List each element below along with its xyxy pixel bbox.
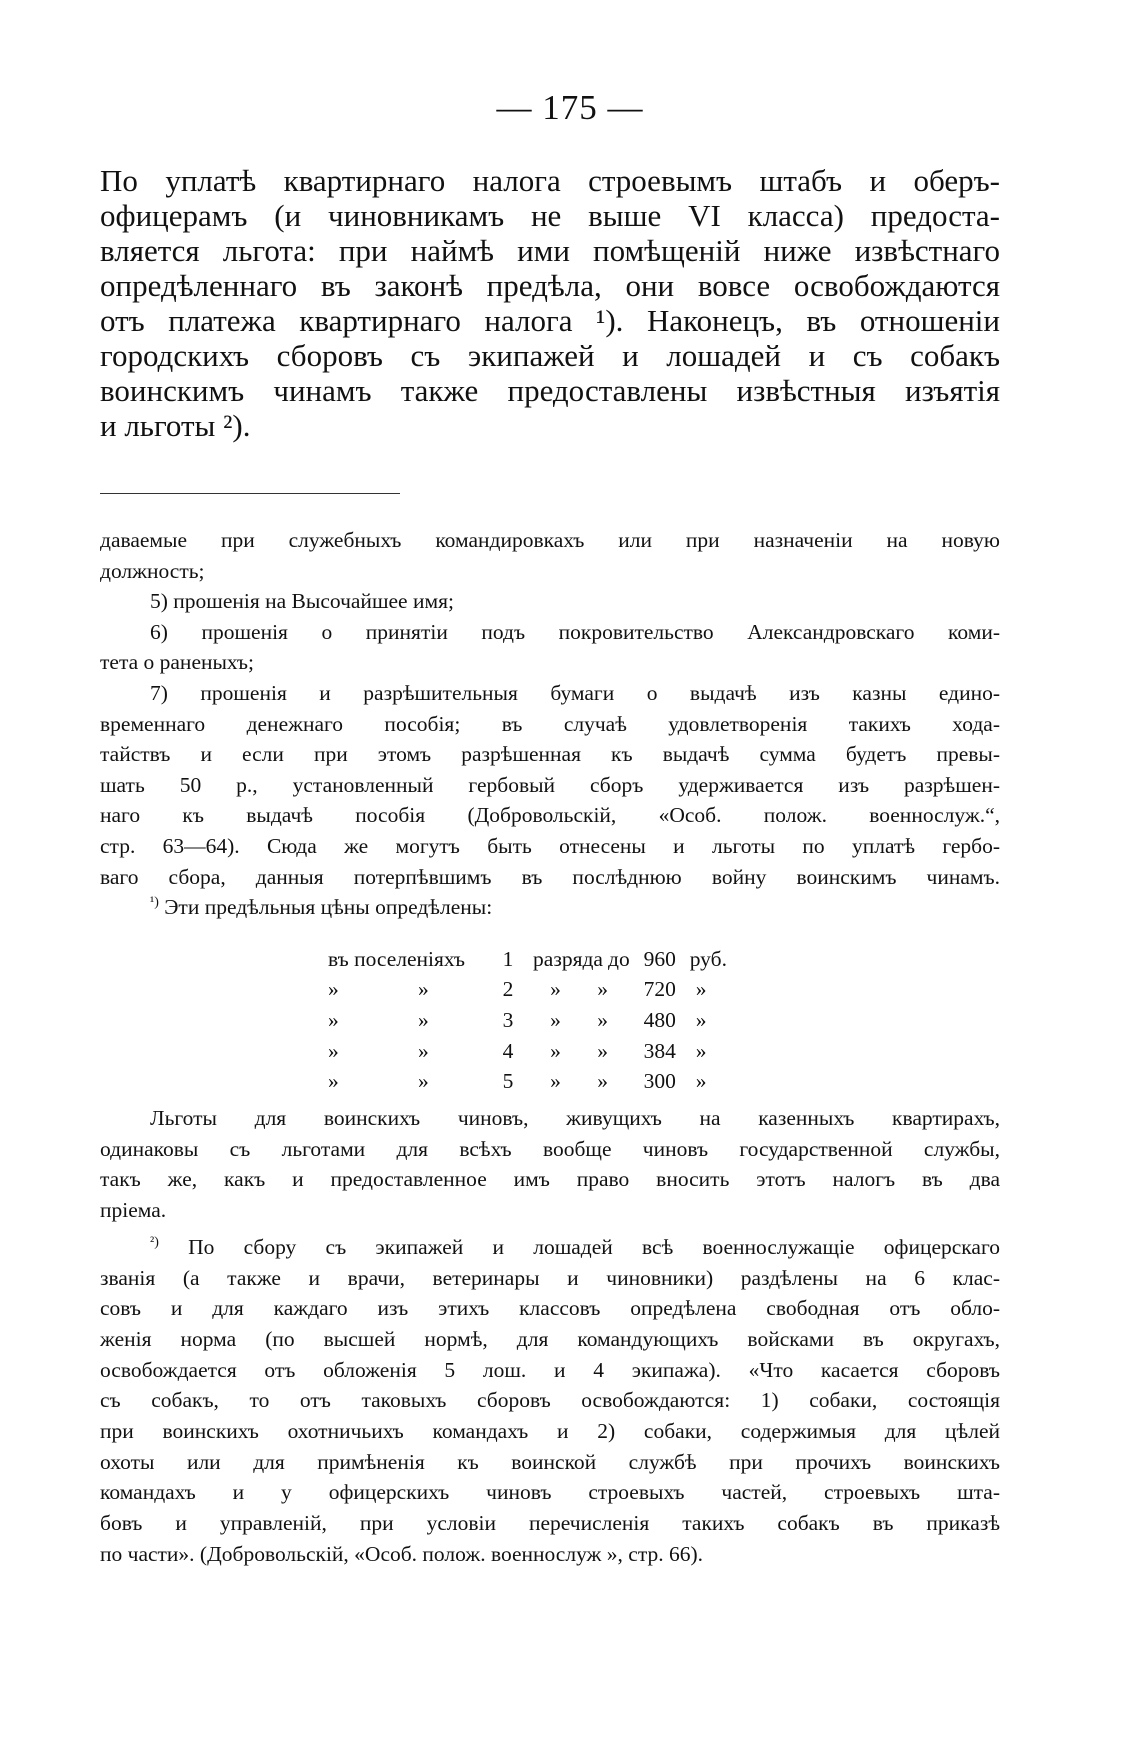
note-line: званія (а также и врачи, ветеринары и чиновники) раздѣлены на 6 клас-	[100, 1265, 1000, 1290]
note-line: ваго сбора, данныя потерпѣвшимъ въ послѣднюю войну воинскимъ чинамъ.	[100, 864, 1000, 889]
table-cell: 4	[502, 1038, 514, 1063]
table-cell: 720	[643, 977, 676, 1002]
main-line: отъ платежа квартирнаго налога ¹). Наконецъ, въ отношеніи	[100, 303, 1000, 338]
note-line: совъ и для каждаго изъ этихъ классовъ опредѣлена свободная отъ обло-	[100, 1296, 1000, 1321]
table-cell: »	[418, 1007, 429, 1032]
table-cell: »	[597, 977, 608, 1002]
table-cell: »	[328, 1007, 339, 1032]
note-line: при воинскихъ охотничьихъ командахъ и 2) собаки, содержимыя для цѣлей	[100, 1419, 1000, 1444]
main-line: По уплатѣ квартирнаго налога строевымъ штабъ и оберъ-	[100, 163, 1000, 198]
footnote-2-mark: ²)	[150, 1234, 159, 1250]
note-line: шать 50 р., установленный гербовый сборъ удерживается изъ разрѣшен-	[100, 772, 1000, 797]
table-row	[328, 1066, 778, 1097]
table-cell: »	[328, 977, 339, 1002]
table-cell: 3	[502, 1007, 514, 1032]
note-line: охоты или для примѣненія къ воинской службѣ при прочихъ воинскихъ	[100, 1449, 1000, 1474]
table-cell: 2	[502, 977, 514, 1002]
note-line: такъ же, какъ и предоставленное имъ право вносить этотъ налогъ въ два	[100, 1167, 1000, 1192]
note-line: 7) прошенія и разрѣшительныя бумаги о выдачѣ изъ казны едино-	[150, 680, 1000, 705]
table-cell: »	[550, 1038, 561, 1063]
note-line: одинаковы съ льготами для всѣхъ вообще чиновъ государственной службы,	[100, 1136, 1000, 1161]
table-cell: »	[550, 977, 561, 1002]
table-cell: »	[597, 1069, 608, 1094]
note-line: наго къ выдачѣ пособія (Добровольскій, «Особ. полож. военнослуж.“,	[100, 803, 1000, 828]
table-cell: »	[550, 1007, 561, 1032]
table-cell: 300	[643, 1069, 676, 1094]
table-row	[328, 1036, 778, 1067]
table-cell: руб.	[689, 946, 727, 971]
table-cell: 960	[643, 946, 676, 971]
note-line: 5) прошенія на Высочайшее имя;	[150, 589, 454, 614]
main-line: городскихъ сборовъ съ экипажей и лошадей и съ собакъ	[100, 338, 1000, 373]
note-line: тайствъ и если при этомъ разрѣшенная къ выдачѣ сумма будетъ превы-	[100, 742, 1000, 767]
main-line: опредѣленнаго въ законѣ предѣла, они вовсе освобождаются	[100, 268, 1000, 303]
table-cell: »	[695, 1069, 707, 1094]
price-limit-table	[328, 944, 778, 1097]
note-line: временнаго денежнаго пособія; въ случаѣ удовлетворенія такихъ хода-	[100, 711, 1000, 736]
table-cell: »	[550, 1069, 561, 1094]
table-cell: 1	[502, 946, 514, 971]
table-cell: »	[328, 1069, 339, 1094]
footnote-2	[100, 1232, 1000, 1263]
table-cell: »	[418, 1069, 429, 1094]
footnotes-bottom	[100, 1103, 1000, 1570]
note-line: бовъ и управленій, при условіи перечисленія такихъ собакъ въ приказѣ	[100, 1511, 1000, 1536]
table-cell: въ поселеніяхъ	[328, 946, 465, 971]
main-line: и льготы ²).	[100, 408, 251, 443]
table-cell	[608, 1005, 630, 1036]
table-cell: »	[597, 1038, 608, 1063]
table-cell: »	[695, 1038, 707, 1063]
note-line: пріема.	[100, 1198, 167, 1223]
note-line: должность;	[100, 558, 205, 583]
table-cell: 5	[502, 1069, 514, 1094]
main-line: офицерамъ (и чиновникамъ не выше VI класса) предоста-	[100, 198, 1000, 233]
footnote-1-mark: ¹)	[150, 894, 159, 910]
note-line: стр. 63—64). Сюда же могутъ быть отнесены и льготы по уплатѣ гербо-	[100, 833, 1000, 858]
table-row	[328, 1005, 778, 1036]
note-line: женія норма (по высшей нормѣ, для командующихъ войсками въ округахъ,	[100, 1326, 1000, 1351]
main-paragraph	[100, 163, 1000, 443]
table-cell: »	[695, 1007, 707, 1032]
table-cell: до	[608, 946, 630, 971]
table-cell: 384	[643, 1038, 676, 1063]
note-line: съ собакъ, то отъ таковыхъ сборовъ освобождаются: 1) собаки, состоящія	[100, 1388, 1000, 1413]
table-row	[328, 975, 778, 1006]
footnote-1	[100, 892, 1000, 923]
main-line: воинскимъ чинамъ также предоставлены извѣстныя изъятія	[100, 373, 1000, 408]
note-line: командахъ и у офицерскихъ чиновъ строевыхъ частей, строевыхъ шта-	[100, 1480, 1000, 1505]
table-cell	[608, 1066, 630, 1097]
table-cell: 480	[643, 1007, 676, 1032]
footnote-2-first-line: По сбору съ экипажей и лошадей всѣ военнослужащіе офицерскаго	[188, 1234, 1000, 1259]
table-cell: »	[328, 1038, 339, 1063]
table-cell	[608, 975, 630, 1006]
note-line: освобождается отъ обложенія 5 лош. и 4 экипажа). «Что касается сборовъ	[100, 1357, 1000, 1382]
table-cell: »	[418, 1038, 429, 1063]
table-row	[328, 944, 778, 975]
table-cell: »	[695, 977, 707, 1002]
note-line: даваемые при служебныхъ командировкахъ или при назначеніи на новую	[100, 528, 1000, 552]
note-line: тета о раненыхъ;	[100, 650, 254, 675]
main-line: вляется льгота: при наймѣ ими помѣщеній ниже извѣстнаго	[100, 233, 1000, 268]
table-cell	[608, 1036, 630, 1067]
page-number: — 175 —	[496, 88, 644, 127]
table-cell: »	[418, 977, 429, 1002]
footnote-divider	[100, 493, 400, 494]
footnotes-continued	[100, 525, 1000, 923]
table-cell: »	[597, 1007, 608, 1032]
note-line: 6) прошенія о принятіи подъ покровительство Александровскаго коми-	[150, 619, 1000, 644]
footnote-1-text: Эти предѣльныя цѣны опредѣлены:	[164, 895, 493, 920]
table-cell: разряда	[533, 946, 603, 971]
note-line: по части». (Добровольскій, «Особ. полож. военнослуж », стр. 66).	[100, 1541, 704, 1566]
note-line: Льготы для воинскихъ чиновъ, живущихъ на казенныхъ квартирахъ,	[150, 1106, 1000, 1130]
